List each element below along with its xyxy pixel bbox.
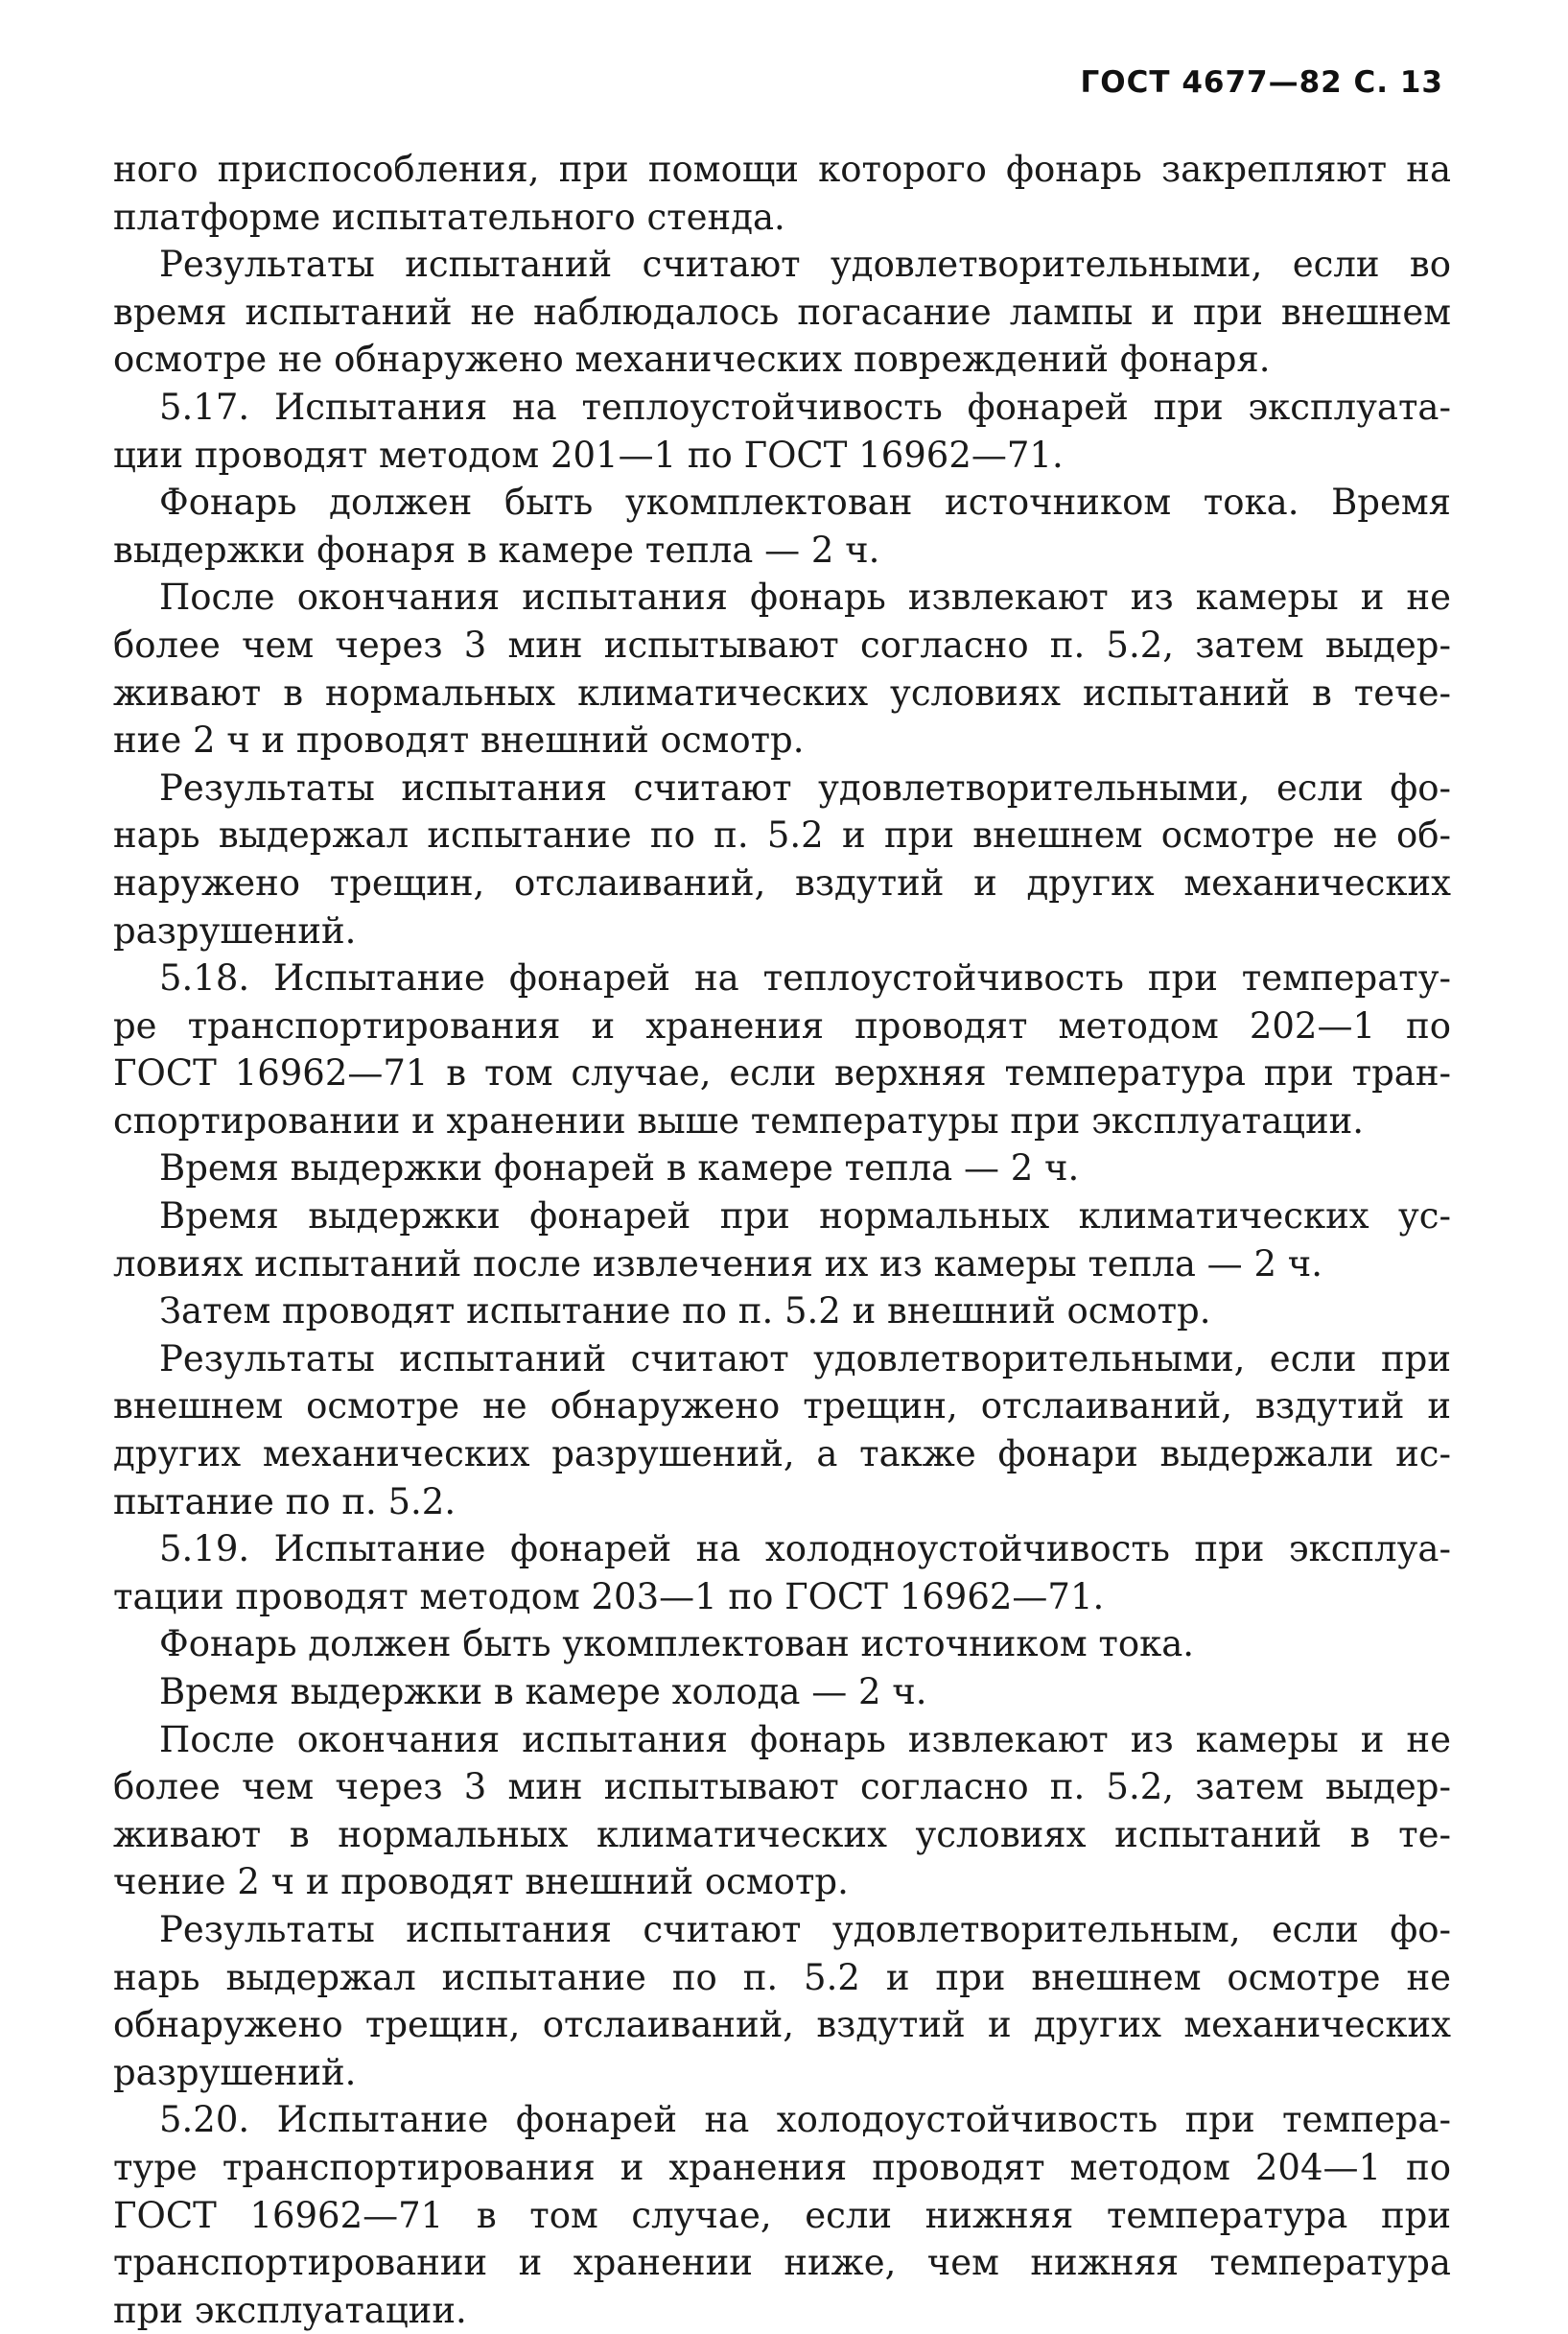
paragraph (113, 1620, 1451, 1668)
text-line: ние 2 ч и проводят внешний осмотр. (113, 719, 805, 762)
text-line: Результаты испытаний считают удовлетворительными, если во (159, 244, 1451, 286)
text-line: живают в нормальных климатических условиях испытаний в тече- (113, 672, 1451, 714)
text-line: пытание по п. 5.2. (113, 1480, 456, 1522)
text-line: 5.20. Испытание фонарей на холодоустойчивость при темпера- (159, 2099, 1451, 2141)
text-line: живают в нормальных климатических условиях испытаний в те- (113, 1813, 1451, 1855)
text-line: выдержки фонаря в камере тепла — 2 ч. (113, 529, 880, 571)
text-line: ГОСТ 16962—71 в том случае, если нижняя температура при (113, 2194, 1451, 2236)
text-line: чение 2 ч и проводят внешний осмотр. (113, 1861, 849, 1903)
text-line: Время выдержки в камере холода — 2 ч. (159, 1671, 927, 1712)
text-line: После окончания испытания фонарь извлекают из камеры и не (159, 577, 1451, 619)
text-line: 5.17. Испытания на теплоустойчивость фонарей при эксплуата- (159, 386, 1451, 428)
text-line: Время выдержки фонарей в камере тепла — 2 ч. (159, 1147, 1080, 1190)
text-line: транспортировании и хранении ниже, чем нижняя температура (113, 2242, 1451, 2284)
text-line: платформе испытательного стенда. (113, 196, 785, 238)
text-line: Результаты испытания считают удовлетворительным, если фо- (159, 1908, 1451, 1950)
paragraph (113, 1525, 1451, 1620)
text-line: время испытаний не наблюдалось погасание лампы и при внешнем (113, 291, 1451, 333)
paragraph (113, 1287, 1451, 1335)
text-line: других механических разрушений, а также фонари выдержали ис- (113, 1433, 1451, 1475)
text-line: Фонарь должен быть укомплектован источником тока. (159, 1623, 1195, 1665)
paragraph (113, 1668, 1451, 1716)
text-line: ре транспортирования и хранения проводят методом 202—1 по (113, 1004, 1451, 1047)
paragraph (113, 1716, 1451, 1906)
text-line: нарь выдержал испытание по п. 5.2 и при внешнем осмотре не об- (113, 814, 1451, 857)
paragraph (113, 479, 1451, 574)
paragraph (113, 765, 1451, 955)
text-line: Затем проводят испытание по п. 5.2 и внешний осмотр. (159, 1290, 1211, 1332)
paragraph (113, 574, 1451, 764)
text-line: разрушений. (113, 909, 357, 952)
text-line: Результаты испытания считают удовлетворительными, если фо- (159, 766, 1451, 809)
body-text (113, 146, 1451, 2334)
running-header: ГОСТ 4677—82 С. 13 (1080, 65, 1443, 100)
text-line: туре транспортирования и хранения проводят методом 204—1 по (113, 2146, 1451, 2188)
paragraph (113, 1144, 1451, 1192)
text-line: ции проводят методом 201—1 по ГОСТ 16962—71. (113, 434, 1064, 476)
text-line: наружено трещин, отслаиваний, вздутий и других механических (113, 861, 1451, 904)
text-line: ловиях испытаний после извлечения их из камеры тепла — 2 ч. (113, 1242, 1322, 1285)
paragraph (113, 1192, 1451, 1287)
text-line: ного приспособления, при помощи которого фонарь закрепляют на (113, 149, 1451, 190)
text-line: внешнем осмотре не обнаружено трещин, отслаиваний, вздутий и (113, 1385, 1451, 1427)
text-line: Фонарь должен быть укомплектован источником тока. Время (159, 482, 1451, 524)
text-line: нарь выдержал испытание по п. 5.2 и при внешнем осмотре не (113, 1956, 1451, 1998)
paragraph (113, 384, 1451, 479)
text-line: обнаружено трещин, отслаиваний, вздутий и других механических (113, 2004, 1451, 2046)
text-line: тации проводят методом 203—1 по ГОСТ 16962—71. (113, 1575, 1105, 1617)
paragraph (113, 1335, 1451, 1525)
text-line: ГОСТ 16962—71 в том случае, если верхняя температура при тран- (113, 1052, 1451, 1095)
text-line: 5.18. Испытание фонарей на теплоустойчивость при температу- (159, 957, 1451, 1000)
text-line: более чем через 3 мин испытывают согласно п. 5.2, затем выдер- (113, 624, 1451, 666)
text-line: осмотре не обнаружено механических повреждений фонаря. (113, 339, 1271, 381)
text-line: при эксплуатации. (113, 2289, 467, 2331)
text-line: После окончания испытания фонарь извлекают из камеры и не (159, 1718, 1451, 1760)
text-line: более чем через 3 мин испытывают согласно п. 5.2, затем выдер- (113, 1766, 1451, 1808)
text-line: разрушений. (113, 2051, 357, 2093)
paragraph (113, 955, 1451, 1144)
paragraph (113, 2096, 1451, 2334)
text-line: Время выдержки фонарей при нормальных климатических ус- (159, 1195, 1451, 1238)
text-line: 5.19. Испытание фонарей на холодноустойчивость при эксплуа- (159, 1528, 1451, 1570)
paragraph (113, 241, 1451, 384)
text-line: Результаты испытаний считают удовлетворительными, если при (159, 1337, 1451, 1379)
paragraph (113, 1906, 1451, 2096)
paragraph (113, 146, 1451, 241)
text-line: спортировании и хранении выше температуры при эксплуатации. (113, 1099, 1365, 1142)
